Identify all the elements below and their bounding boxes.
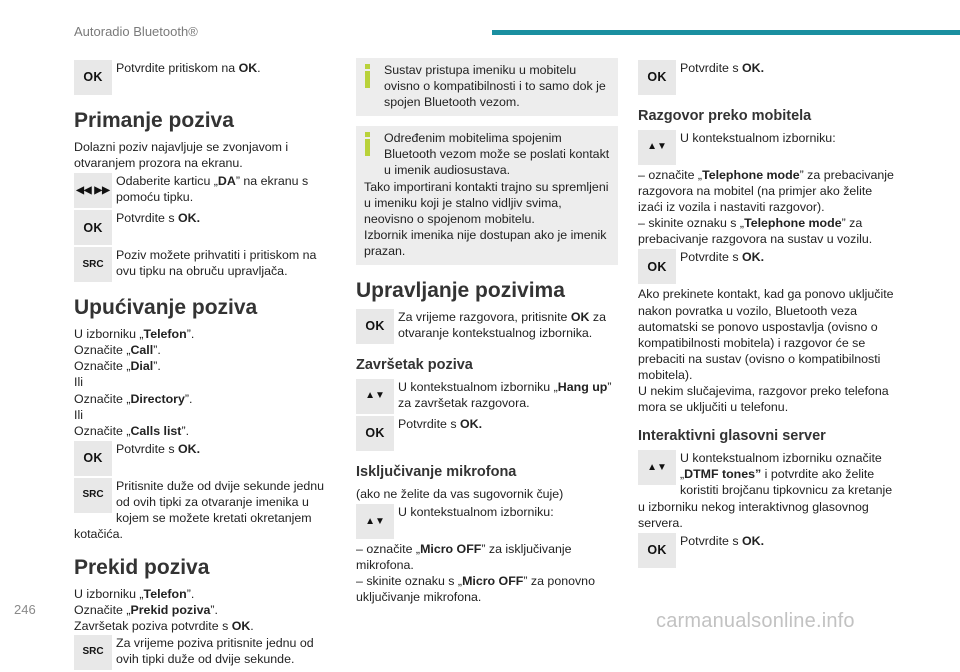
src-button-icon: SRC [74,478,112,513]
arrows-instruction: ▲▼ U kontekstualnom izborniku označite „DTMF tones” i potvrdite ako želite koristiti brojčanu tipkovnicu za kretanje u izborniku nekog interaktivnog glasovnog servera. [638,451,893,530]
header-accent-bar [492,30,960,35]
ok-button-icon: OK [74,210,112,245]
info-text: Tako importirani kontakti trajno su spremljeni u imeniku koji je stalno vidljiv svima, neovisno o spojenom mobitelu. [364,179,609,226]
ok-button-icon: OK [74,441,112,476]
menu-path-line: U izborniku „Telefon”. [74,327,195,342]
ok-instruction: OK Za vrijeme razgovora, pritisnite OK za otvaranje kontekstualnog izbornika. [356,309,618,344]
ok-button-icon: OK [74,60,112,95]
text: ” na ekranu s pomoću tipku. [116,174,309,205]
seek-instruction [74,173,336,208]
menu-path-line: Označite „Dial”. [74,359,161,374]
heading-iskljucivanje: Isključivanje mikrofona [356,464,517,481]
text: Pritisnite duže od dvije sekunde jednu od ovih tipki za otvaranje imenika u kojem se možete kretati okretanjem kotačića. [74,478,325,542]
arrows-instruction [638,130,900,165]
info-icon [365,132,370,158]
text: U kontekstualnom izborniku: [680,131,836,145]
text: . [257,61,261,75]
heading-razgovor: Razgovor preko mobitela [638,108,812,124]
paragraph: Ako prekinete kontakt, kad ga ponovo uključite nakon povratka u vozilo, Bluetooth veza automatski se ponovo uspostavlja (ovisno o kompatibilnosti mobitela) i razgovor će se prebaciti na sustav (ovisno o kompatibilnosti mobitela). [638,287,894,382]
list-item: – skinite oznaku s „Micro OFF” za ponovno uključivanje mikrofona. [356,574,595,605]
text: Potvrdite s [116,211,178,226]
or-line: Ili [74,407,83,422]
src-instruction [74,247,336,282]
page-number: 246 [14,602,36,617]
column-left [74,58,336,672]
text: U kontekstualnom izborniku: [398,505,554,520]
ok-button-icon: OK [356,309,394,344]
menu-path-line: Označite „Calls list”. [74,423,190,438]
heading-primanje: Primanje poziva [74,109,234,132]
text: Potvrdite s [116,441,178,456]
list-item: – označite „Telephone mode” za prebacivanje razgovora na mobitel (na primjer ako želite izaći iz vozila i nastaviti razgovor). [638,168,894,215]
bold-text: OK. [177,211,201,226]
info-text: Sustav pristupa imeniku u mobitelu ovisno o kompatibilnosti i to samo dok je spojen Bluetooth vezom. [384,63,606,110]
bold-text: OK. [177,441,201,456]
ok-instruction [74,210,336,245]
src-button-icon: SRC [74,635,112,670]
ok-instruction [74,60,336,95]
paragraph: U nekim slučajevima, razgovor preko telefona mora se uključiti u telefonu. [638,384,889,415]
up-down-arrows-icon: ▲▼ [638,450,676,485]
heading-prekid: Prekid poziva [74,556,210,580]
text: Odaberite karticu „ [116,174,218,189]
src-instruction [74,478,336,542]
seek-arrows-icon: ◀◀ ▶▶ [74,173,112,208]
column-right [638,58,900,570]
text: Poziv možete prihvatiti i pritiskom na ovu tipku na obruču upravljača. [116,248,317,279]
menu-path-line: Označite „Call”. [74,343,161,358]
menu-path-line: U izborniku „Telefon”. [74,587,195,602]
paragraph: (ako ne želite da vas sugovornik čuje) [356,487,564,502]
ok-button-icon: OK [638,533,676,568]
list-item: – označite „Micro OFF” za isključivanje mikrofona. [356,542,572,573]
text: Potvrdite pritiskom na [116,61,239,75]
up-down-arrows-icon: ▲▼ [356,379,394,414]
heading-zavrsetak: Završetak poziva [356,357,473,374]
bold-text: OK [238,61,258,75]
info-text: Određenim mobitelima spojenim Bluetooth vezom može se poslati kontakt u imenik audiosustava. [384,131,610,178]
menu-path-line: Označite „Directory”. [74,391,193,406]
ok-button-icon: OK [356,416,394,451]
heading-upucivanje: Upućivanje poziva [74,296,258,320]
heading-interaktivni: Interaktivni glasovni server [638,428,826,445]
paragraph: Dolazni poziv najavljuje se zvonjavom i otvaranjem prozora na ekranu. [74,140,289,171]
list-item: – skinite oznaku s „Telephone mode” za prebacivanje razgovora na sustav u vozilu. [638,216,873,247]
ok-instruction: OK Potvrdite s OK. [638,60,900,95]
ok-instruction: OK Potvrdite s OK. [638,249,900,284]
info-text: Izbornik imenika nije dostupan ako je imenik prazan. [364,227,607,258]
bold-text: DA [217,174,236,189]
text: Za vrijeme poziva pritisnite jednu od ovih tipki duže od dvije sekunde. [116,635,314,666]
info-box [356,126,618,265]
ok-instruction: OK Potvrdite s OK. [638,533,900,568]
running-header: Autoradio Bluetooth® [74,24,198,39]
arrows-instruction [356,504,618,539]
menu-path-line: Označite „Prekid poziva”. [74,603,218,618]
ok-instruction [74,441,336,476]
menu-path-line: Završetak poziva potvrdite s OK. [74,619,254,634]
ok-button-icon: OK [638,60,676,95]
info-icon [365,64,370,90]
src-button-icon: SRC [74,247,112,282]
or-line: Ili [74,375,83,390]
column-middle [356,58,618,606]
ok-instruction: OK Potvrdite s OK. [356,416,618,451]
ok-button-icon: OK [638,249,676,284]
watermark: carmanualsonline.info [656,610,855,632]
info-box [356,58,618,116]
up-down-arrows-icon: ▲▼ [356,504,394,539]
arrows-instruction: ▲▼ U kontekstualnom izborniku „Hang up” za završetak razgovora. [356,379,618,414]
up-down-arrows-icon: ▲▼ [638,130,676,165]
heading-upravljanje: Upravljanje pozivima [356,279,565,303]
